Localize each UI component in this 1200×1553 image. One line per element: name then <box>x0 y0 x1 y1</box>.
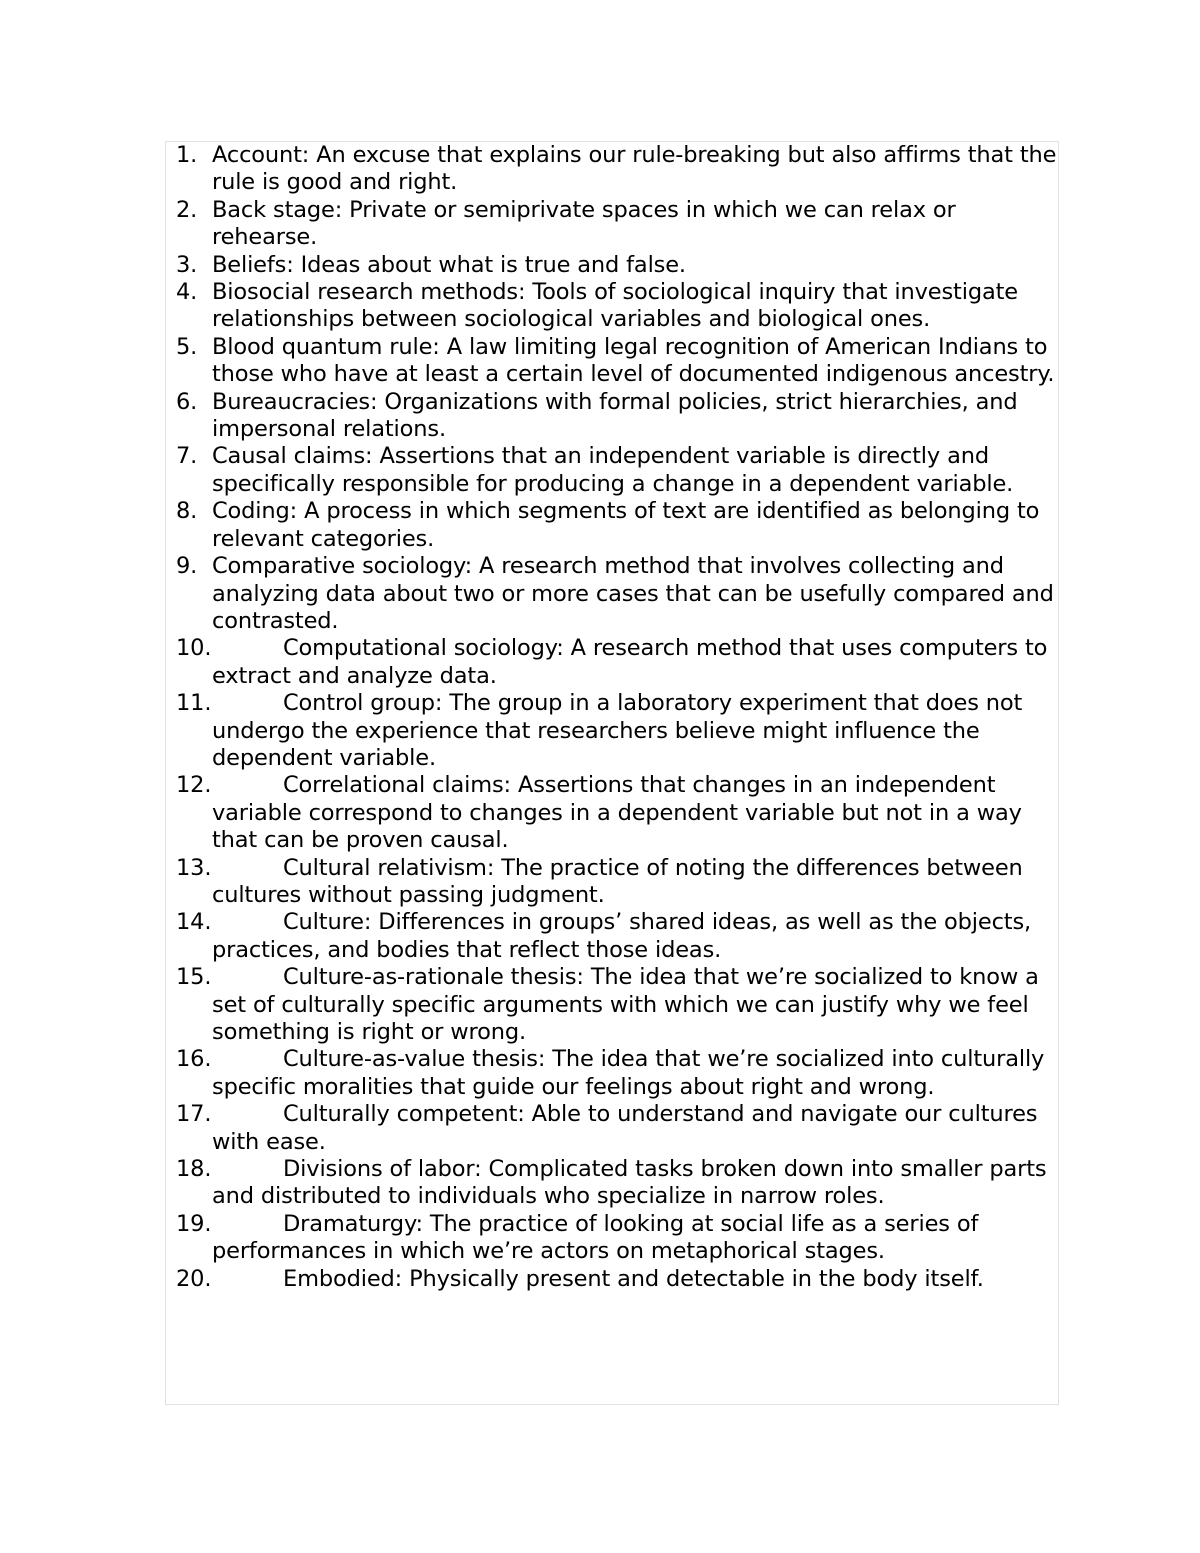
item-number: 7. <box>176 443 198 470</box>
item-number: 18. <box>176 1156 212 1183</box>
item-number: 3. <box>176 251 198 278</box>
item-definition: Coding: A process in which segments of text are identified as belonging to relevant categories. <box>212 498 1040 552</box>
item-definition: Beliefs: Ideas about what is true and false. <box>212 251 686 278</box>
glossary-item <box>176 197 1060 252</box>
item-definition: Causal claims: Assertions that an independent variable is directly and specifically responsible for producing a change in a dependent variable. <box>212 443 1014 497</box>
item-definition: Dramaturgy: The practice of looking at social life as a series of performances in which we’re actors on metaphorical stages. <box>212 1210 979 1265</box>
glossary-item <box>176 443 1060 498</box>
item-definition: Bureaucracies: Organizations with formal policies, strict hierarchies, and impersonal relations. <box>212 388 1018 443</box>
item-definition: Control group: The group in a laboratory experiment that does not undergo the experience that researchers believe might influence the dependent variable. <box>212 690 1023 771</box>
item-number: 10. <box>176 635 212 662</box>
item-number: 9. <box>176 553 198 580</box>
item-number: 2. <box>176 196 198 223</box>
glossary-item <box>176 1046 1060 1101</box>
glossary-item <box>176 553 1060 635</box>
item-number: 16. <box>176 1046 212 1073</box>
glossary-item <box>176 1156 1060 1211</box>
item-number: 1. <box>176 142 198 168</box>
item-definition: Culture: Differences in groups’ shared ideas, as well as the objects, practices, and bodies that reflect those ideas. <box>212 909 1032 963</box>
glossary-item <box>176 252 1060 279</box>
item-definition: Account: An excuse that explains our rule-breaking but also affirms that the rule is good and right. <box>212 142 1057 196</box>
item-number: 19. <box>176 1210 212 1237</box>
item-definition: Biosocial research methods: Tools of sociological inquiry that investigate relationships between sociological variables and biological ones. <box>212 279 1018 333</box>
glossary-item <box>176 635 1060 690</box>
item-definition: Correlational claims: Assertions that changes in an independent variable correspond to changes in a dependent variable but not in a way that can be proven causal. <box>212 772 1022 854</box>
glossary-item <box>176 1211 1060 1266</box>
glossary-item <box>176 690 1060 772</box>
item-definition: Comparative sociology: A research method that involves collecting and analyzing data about two or more cases that can be usefully compared and contrasted. <box>212 553 1054 634</box>
item-number: 17. <box>176 1101 212 1128</box>
glossary-item <box>176 334 1060 389</box>
item-number: 11. <box>176 690 212 717</box>
item-definition: Cultural relativism: The practice of noting the differences between cultures without passing judgment. <box>212 854 1023 908</box>
item-number: 14. <box>176 909 212 936</box>
item-definition: Back stage: Private or semiprivate spaces in which we can relax or rehearse. <box>212 196 956 251</box>
item-number: 8. <box>176 498 198 525</box>
glossary-list <box>176 142 1060 1293</box>
glossary-item <box>176 1266 1060 1293</box>
item-number: 6. <box>176 388 198 415</box>
item-number: 15. <box>176 964 212 991</box>
glossary-item <box>176 855 1060 910</box>
item-number: 12. <box>176 772 212 799</box>
glossary-item <box>176 772 1060 854</box>
item-definition: Culture-as-rationale thesis: The idea that we’re socialized to know a set of culturally specific arguments with which we can justify why we feel something is right or wrong. <box>212 964 1039 1045</box>
item-number: 13. <box>176 854 212 881</box>
glossary-item <box>176 1101 1060 1156</box>
item-definition: Culturally competent: Able to understand and navigate our cultures with ease. <box>212 1101 1038 1155</box>
item-definition: Blood quantum rule: A law limiting legal recognition of American Indians to those who have at least a certain level of documented indigenous ancestry. <box>212 333 1055 388</box>
item-number: 4. <box>176 279 198 306</box>
glossary-item <box>176 279 1060 334</box>
glossary-item <box>176 142 1060 197</box>
glossary-item <box>176 389 1060 444</box>
item-definition: Culture-as-value thesis: The idea that we’re socialized into culturally specific moralities that guide our feelings about right and wrong. <box>212 1046 1045 1100</box>
glossary-item <box>176 498 1060 553</box>
item-number: 5. <box>176 333 198 360</box>
item-definition: Computational sociology: A research method that uses computers to extract and analyze data. <box>212 635 1048 689</box>
item-definition: Divisions of labor: Complicated tasks broken down into smaller parts and distributed to individuals who specialize in narrow roles. <box>212 1156 1047 1210</box>
item-definition: Embodied: Physically present and detectable in the body itself. <box>283 1265 984 1292</box>
glossary-item <box>176 964 1060 1046</box>
glossary-item <box>176 909 1060 964</box>
item-number: 20. <box>176 1265 212 1292</box>
